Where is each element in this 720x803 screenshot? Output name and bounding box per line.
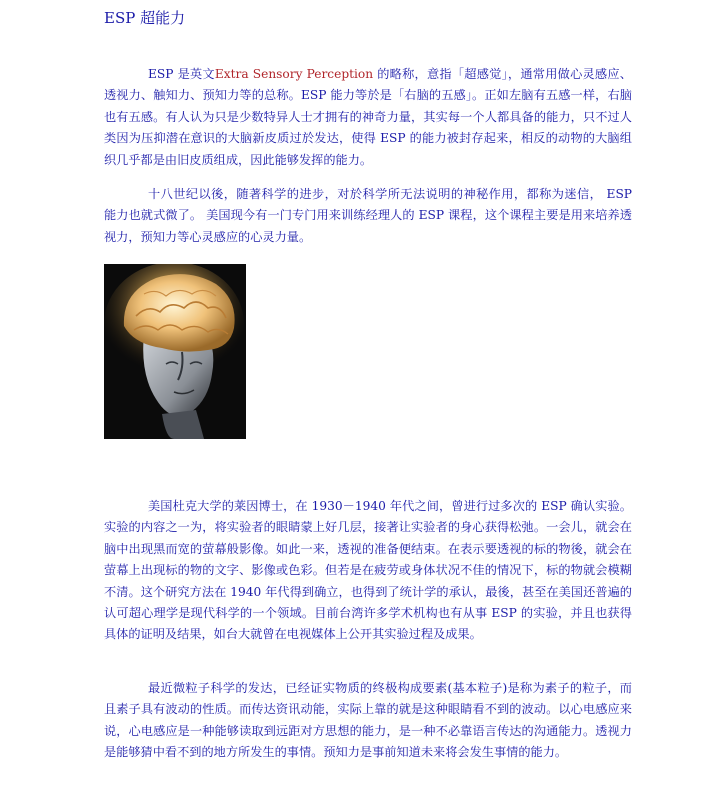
paragraph-duke-experiment: 美国杜克大学的莱因博士，在 1930－1940 年代之间，曾进行过多次的 ESP 确认实验。实验的内容之一为，将实验者的眼睛蒙上好几层，接著让实验者的身心获得松弛。一会儿，就会在脑中出现黑而宽的萤幕般影像。如此一来，透视的准备便结束。在表示要透视的标的物後，就会在萤幕上出现标的物的文字、影像或色彩。但若是在疲劳或身体状况不佳的情况下，标的物就会模糊不清。这个研究方法在 1940 年代得到确立，也得到了统计学的承认，最後，甚至在美国还普遍的认可超心理学是现代科学的一个领域。目前台湾许多学术机构也有从事 ESP 的实验，并且也获得具体的证明及结果，如台大就曾在电视媒体上公开其实验过程及成果。 <box>104 499 632 642</box>
brain-head-illustration <box>104 264 246 439</box>
paragraph-text: 的略称，意指「超感觉」，通常用做心灵感应、透视力、触知力、预知力等的总称。ESP 能力等於是「右脑的五感」。正如左脑有五感一样，右脑也有五感。有人认为只是少数特异人士才拥有的神奇力量，其实每一个人都具备的能力，只不过人类因为压抑潜在意识的大脑新皮质过於发达，使得 ESP 的能力被封存起来，相反的动物的大脑组织几乎都是由旧皮质组成，因此能够发挥的能力。 <box>104 67 632 167</box>
paragraph-esp-definition <box>104 64 632 171</box>
paragraph-particle-science: 最近微粒子科学的发达，已经证实物质的终极构成要素(基本粒子)是称为素子的粒子，而且素子具有波动的性质。而传达资讯动能，实际上靠的就是这种眼睛看不到的波动。以心电感应来说，心电感应是一种能够读取到远距对方思想的能力，是一种不必靠语言传达的沟通能力。透视力是能够猜中看不到的地方所发生的事情。预知力是事前知道未来将会发生事情的能力。 <box>104 681 632 760</box>
paragraph-text: ESP 是英文 <box>148 67 215 81</box>
english-term: Extra Sensory Perception <box>214 67 374 81</box>
paragraph-history: 十八世纪以後，随著科学的进步，对於科学所无法说明的神秘作用，都称为迷信， ESP 能力也就式微了。 美国现今有一门专门用来训练经理人的 ESP 课程，这个课程主要是用来培养透视力，预知力等心灵感应的心灵力量。 <box>104 187 632 244</box>
page-title: ESP 超能力 <box>104 9 186 27</box>
brain-head-image <box>104 264 246 439</box>
